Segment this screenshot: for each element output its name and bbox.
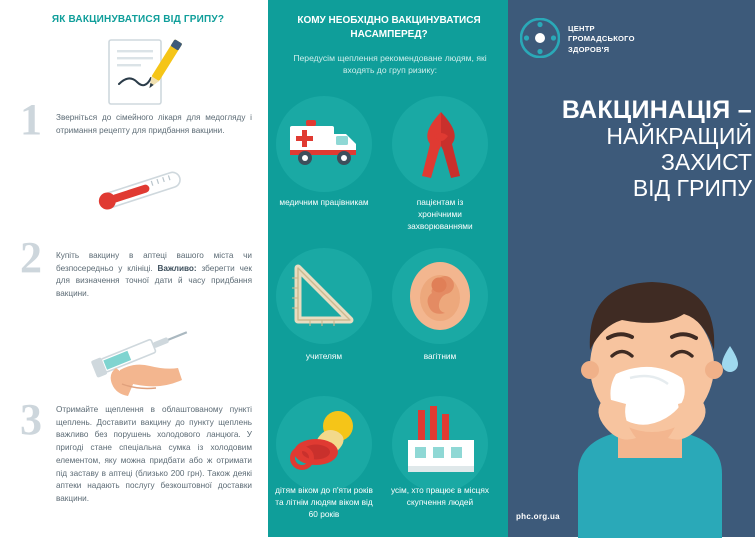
step-1-text: Зверніться до сімейного лікаря для медогляду і отримання рецепту для придбання вакцини. [56, 113, 252, 135]
left-column-title: ЯК ВАКЦИНУВАТИСЯ ВІД ГРИПУ? [51, 14, 225, 25]
headline [516, 96, 752, 201]
middle-column-title: КОМУ НЕОБХІДНО ВАКЦИНУВАТИСЯ НАСАМПЕРЕД? [297, 15, 481, 40]
step-3-text: Отримайте щеплення в облаштованому пункті щеплень. Доставити вакцину до пункту щеплень важливо без порушень холодового ланцюга. У пригоді стане спеціальна сумка із холодовим елементом, яку можна придбати або ж отримати під заставу в аптеці (близько 200 грн). Також деякі аптеки надають послугу безкоштовної доставки вакцини. [56, 405, 252, 503]
step-2-important: Важливо: [157, 263, 197, 273]
logo-line-3: ЗДОРОВ'Я [568, 44, 610, 54]
ruler-triangle-icon [288, 262, 362, 330]
group-4-caption: вагітним [423, 351, 457, 361]
step-1-number: 1 [20, 95, 42, 144]
website-url[interactable]: phc.org.ua [516, 512, 560, 521]
logo-line-1: ЦЕНТР [568, 24, 595, 33]
group-6-caption: усім, хто працює в місцях скупчення людей [390, 485, 490, 508]
sneezing-boy-illustration [560, 238, 755, 538]
pregnancy-fetus-icon [404, 258, 476, 334]
group-3-caption: учителям [305, 351, 343, 361]
headline-line-1: ВАКЦИНАЦІЯ – [561, 96, 752, 124]
thermometer-icon [88, 160, 198, 222]
syringe-hand-icon [86, 318, 206, 400]
headline-line-3: ЗАХИСТ [660, 148, 752, 175]
step-3-number: 3 [20, 395, 42, 444]
red-ribbon-icon [414, 108, 468, 180]
step-2-tail: зберегти чек для визначення точної дати й часу придбання вакцини. [56, 263, 253, 299]
document-pen-icon [95, 36, 191, 108]
factory-icon [404, 404, 478, 480]
phc-logo-icon [520, 18, 560, 58]
brand-logo-text [568, 24, 635, 55]
brand-logo [520, 18, 720, 64]
step-2-number: 2 [20, 233, 42, 282]
group-5-caption: дітям віком до п'яти років та літнім людям віком від 60 років [275, 485, 373, 520]
middle-column-subtitle: Передусім щеплення рекомендоване людям, які входять до груп ризику: [293, 53, 487, 76]
step-2-text [56, 250, 252, 301]
logo-line-2: ГРОМАДСЬКОГО [568, 34, 635, 44]
step-2-lead: Купіть вакцину в аптеці вашого міста чи безпосередньо у клініці. [56, 251, 252, 273]
group-2-caption: пацієнтам із хронічними захворюваннями [407, 197, 473, 232]
group-1-caption: медичним працівникам [279, 197, 369, 207]
pacifier-icon [288, 408, 362, 478]
headline-line-2: НАЙКРАЩИЙ [606, 123, 752, 149]
ambulance-icon [286, 112, 364, 174]
headline-line-4: ВІД ГРИПУ [632, 174, 752, 201]
